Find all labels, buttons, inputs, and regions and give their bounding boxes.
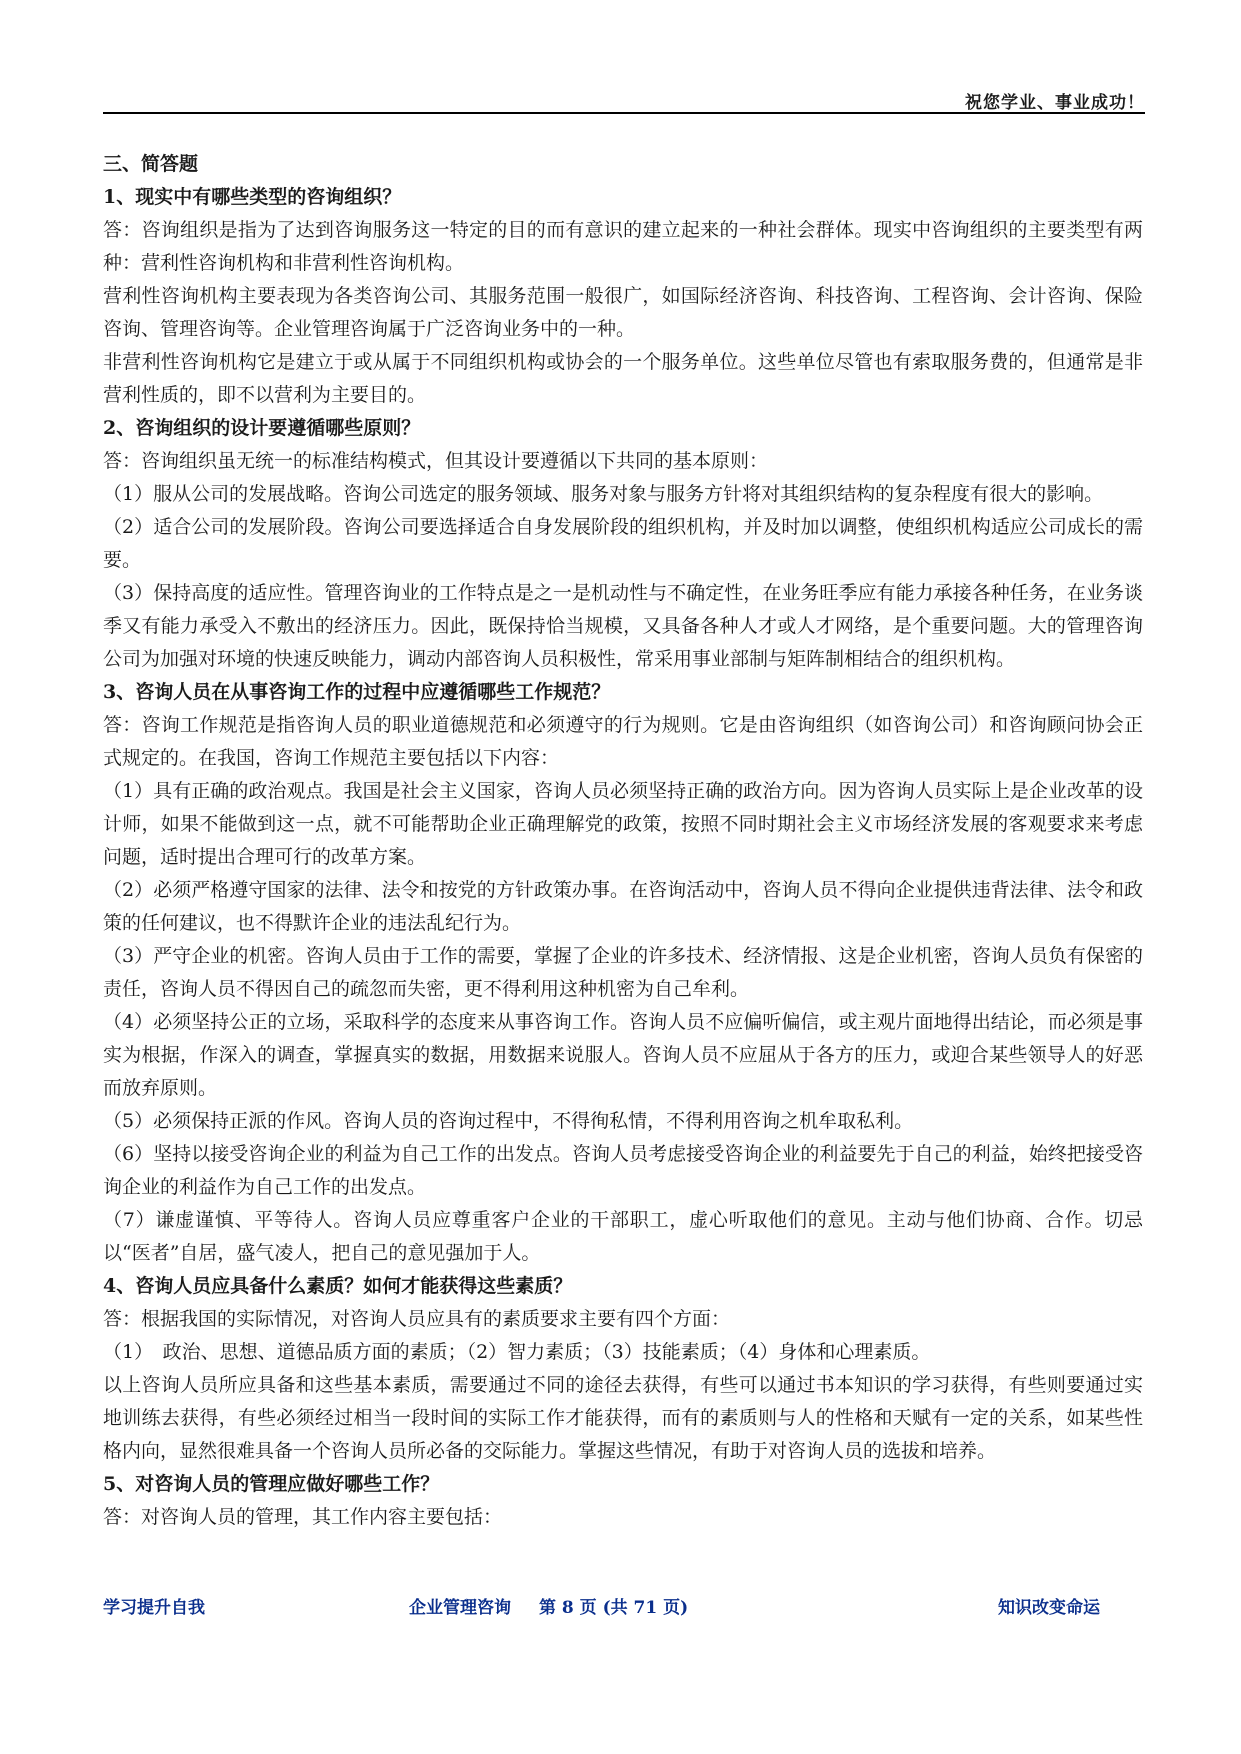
- footer-left-slogan: 学习提升自我: [103, 1598, 205, 1618]
- body-paragraph: 以上咨询人员所应具备和这些基本素质，需要通过不同的途径去获得，有些可以通过书本知识的学习获得，有些则要通过实地训练去获得，有些必须经过相当一段时间的实际工作才能获得，而有的素质则与人的性格和天赋有一定的关系，如某些性格内向，显然很难具备一个咨询人员所必备的交际能力。掌握这些情况，有助于对咨询人员的选拔和培养。: [103, 1374, 1143, 1462]
- header-divider: [103, 112, 1145, 114]
- footer-right-slogan: 知识改变命运: [998, 1598, 1100, 1618]
- body-paragraph: （5）必须保持正派的作风。咨询人员的咨询过程中，不得徇私情，不得利用咨询之机牟取私利。: [103, 1110, 914, 1132]
- paragraph-list: [103, 181, 1143, 1534]
- body-paragraph: （4）必须坚持公正的立场，采取科学的态度来从事咨询工作。咨询人员不应偏听偏信，或主观片面地得出结论，而必须是事实为根据，作深入的调查，掌握真实的数据，用数据来说服人。咨询人员不应屈从于各方的压力，或迎合某些领导人的好恶而放弃原则。: [103, 1011, 1143, 1099]
- question-heading: 5、对咨询人员的管理应做好哪些工作？: [103, 1473, 440, 1495]
- body-paragraph: 非营利性咨询机构它是建立于或从属于不同组织机构或协会的一个服务单位。这些单位尽管也有索取服务费的，但通常是非营利性质的，即不以营利为主要目的。: [103, 351, 1143, 406]
- body-paragraph: （3）保持高度的适应性。管理咨询业的工作特点是之一是机动性与不确定性，在业务旺季应有能力承接各种任务，在业务谈季又有能力承受入不敷出的经济压力。因此，既保持恰当规模，又具备各种人才或人才网络，是个重要问题。大的管理咨询公司为加强对环境的快速反映能力，调动内部咨询人员积极性，常采用事业部制与矩阵制相结合的组织机构。: [103, 582, 1143, 670]
- footer-page-number: 第 8 页 (共 71 页): [539, 1598, 689, 1618]
- body-paragraph: （2）必须严格遵守国家的法律、法令和按党的方针政策办事。在咨询活动中，咨询人员不得向企业提供违背法律、法令和政策的任何建议，也不得默许企业的违法乱纪行为。: [103, 879, 1143, 934]
- question-heading: 1、现实中有哪些类型的咨询组织？: [103, 186, 402, 208]
- answer-paragraph: 答：咨询组织是指为了达到咨询服务这一特定的目的而有意识的建立起来的一种社会群体。现实中咨询组织的主要类型有两种：营利性咨询机构和非营利性咨询机构。: [103, 219, 1143, 274]
- section-title: 三、简答题: [103, 153, 199, 175]
- question-heading: 2、咨询组织的设计要遵循哪些原则？: [103, 417, 421, 439]
- footer-center: [409, 1593, 688, 1618]
- body-paragraph: （7）谦虚谨慎、平等待人。咨询人员应尊重客户企业的干部职工，虚心听取他们的意见。主动与他们协商、合作。切忌以“医者”自居，盛气凌人，把自己的意见强加于人。: [103, 1209, 1143, 1264]
- question-heading: 4、咨询人员应具备什么素质？如何才能获得这些素质？: [103, 1275, 573, 1297]
- body-paragraph: （1）服从公司的发展战略。咨询公司选定的服务领域、服务对象与服务方针将对其组织结构的复杂程度有很大的影响。: [103, 483, 1104, 505]
- body-paragraph: 营利性咨询机构主要表现为各类咨询公司、其服务范围一般很广，如国际经济咨询、科技咨询、工程咨询、会计咨询、保险咨询、管理咨询等。企业管理咨询属于广泛咨询业务中的一种。: [103, 285, 1143, 340]
- body-paragraph: （6）坚持以接受咨询企业的利益为自己工作的出发点。咨询人员考虑接受咨询企业的利益要先于自己的利益，始终把接受咨询企业的利益作为自己工作的出发点。: [103, 1143, 1143, 1198]
- body-paragraph: （1）具有正确的政治观点。我国是社会主义国家，咨询人员必须坚持正确的政治方向。因为咨询人员实际上是企业改革的设计师，如果不能做到这一点，就不可能帮助企业正确理解党的政策，按照不同时期社会主义市场经济发展的客观要求来考虑问题，适时提出合理可行的改革方案。: [103, 780, 1143, 868]
- question-heading: 3、咨询人员在从事咨询工作的过程中应遵循哪些工作规范？: [103, 681, 611, 703]
- answer-paragraph: 答：咨询工作规范是指咨询人员的职业道德规范和必须遵守的行为规则。它是由咨询组织（如咨询公司）和咨询顾问协会正式规定的。在我国，咨询工作规范主要包括以下内容：: [103, 714, 1143, 769]
- body-paragraph: （3）严守企业的机密。咨询人员由于工作的需要，掌握了企业的许多技术、经济情报、这是企业机密，咨询人员负有保密的责任，咨询人员不得因自己的疏忽而失密，更不得利用这种机密为自己牟利。: [103, 945, 1143, 1000]
- page-footer: [0, 1593, 1241, 1619]
- body-paragraph: （2）适合公司的发展阶段。咨询公司要选择适合自身发展阶段的组织机构，并及时加以调整，使组织机构适应公司成长的需要。: [103, 516, 1143, 571]
- footer-course-title: 企业管理咨询: [409, 1598, 511, 1618]
- answer-paragraph: 答：对咨询人员的管理，其工作内容主要包括：: [103, 1506, 503, 1528]
- page-content: [103, 148, 1143, 1534]
- answer-paragraph: 答：咨询组织虽无统一的标准结构模式，但其设计要遵循以下共同的基本原则：: [103, 450, 769, 472]
- header-motto: 祝您学业、事业成功！: [965, 93, 1145, 113]
- body-paragraph: （1） 政治、思想、道德品质方面的素质；（2）智力素质；（3）技能素质；（4）身体和心理素质。: [103, 1341, 931, 1363]
- answer-paragraph: 答：根据我国的实际情况，对咨询人员应具有的素质要求主要有四个方面：: [103, 1308, 731, 1330]
